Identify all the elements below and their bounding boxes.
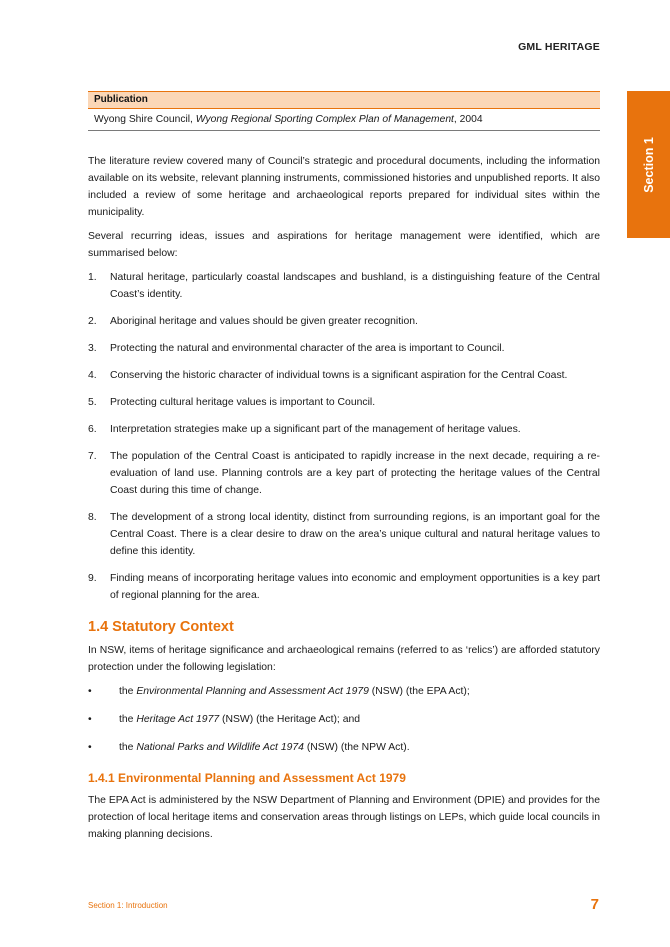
epa-act-heading: 1.4.1 Environmental Planning and Assessment Act 1979 (88, 771, 406, 785)
legislation-act-title: National Parks and Wildlife Act 1974 (136, 742, 304, 753)
finding-number: 2. (88, 316, 97, 327)
finding-item (88, 394, 600, 411)
publication-year: , 2004 (453, 114, 483, 125)
bullet-icon: • (88, 686, 92, 697)
finding-number: 3. (88, 343, 97, 354)
footer-page-number: 7 (590, 896, 599, 913)
finding-text: Natural heritage, particularly coastal landscapes and bushland, is a distinguishing feature of the Central Coast’s identity. (110, 272, 600, 300)
publication-table-row (88, 109, 600, 131)
finding-text: Interpretation strategies make up a significant part of the management of heritage values. (110, 424, 521, 435)
publication-table (88, 91, 600, 131)
bullet-icon: • (88, 742, 92, 753)
legislation-prefix: the (119, 742, 137, 753)
findings-list (88, 269, 600, 604)
publication-title: Wyong Regional Sporting Complex Plan of Management (195, 114, 454, 125)
finding-text: Finding means of incorporating heritage values into economic and employment opportunities is a key part of regional planning for the area. (110, 573, 600, 601)
finding-text: Protecting the natural and environmental character of the area is important to Council. (110, 343, 505, 354)
finding-item (88, 269, 600, 303)
finding-number: 9. (88, 573, 97, 584)
finding-item (88, 448, 600, 499)
finding-item (88, 570, 600, 604)
epa-act-paragraph: The EPA Act is administered by the NSW Department of Planning and Environment (DPIE) and provides for the protection of local heritage items and conservation areas through listings on LEPs, which guide local councils in making planning decisions. (88, 795, 600, 840)
publication-author: Wyong Shire Council, (94, 114, 196, 125)
finding-item (88, 367, 600, 384)
finding-number: 1. (88, 272, 97, 283)
statutory-intro: In NSW, items of heritage significance and archaeological remains (referred to as ‘relics’) are afforded statutory protection under the following legislation: (88, 645, 600, 673)
finding-text: The population of the Central Coast is anticipated to rapidly increase in the next decade, requiring a re-evaluation of land use. Planning controls are a key part of protecting the heritage values of the Central Coast during this time of change. (110, 451, 600, 496)
finding-item (88, 313, 600, 330)
legislation-list (88, 683, 600, 756)
legislation-suffix: (NSW) (the NPW Act). (303, 742, 410, 753)
finding-item (88, 509, 600, 560)
legislation-item (88, 739, 600, 756)
finding-item (88, 421, 600, 438)
footer-section-label: Section 1: Introduction (88, 901, 168, 910)
finding-text: Conserving the historic character of individual towns is a significant aspiration for the Central Coast. (110, 370, 568, 381)
legislation-item (88, 683, 600, 700)
finding-number: 8. (88, 512, 97, 523)
section-side-tab (627, 91, 670, 238)
finding-text: Aboriginal heritage and values should be given greater recognition. (110, 316, 418, 327)
finding-number: 7. (88, 451, 97, 462)
finding-number: 5. (88, 397, 97, 408)
legislation-suffix: (NSW) (the Heritage Act); and (219, 714, 361, 725)
finding-item (88, 340, 600, 357)
finding-text: Protecting cultural heritage values is important to Council. (110, 397, 376, 408)
finding-number: 4. (88, 370, 97, 381)
header-brand: GML HERITAGE (518, 41, 600, 53)
legislation-prefix: the (119, 686, 137, 697)
statutory-context-heading: 1.4 Statutory Context (88, 619, 234, 635)
bullet-icon: • (88, 714, 92, 725)
publication-table-heading: Publication (88, 91, 600, 109)
legislation-prefix: the (119, 714, 137, 725)
legislation-act-title: Heritage Act 1977 (136, 714, 220, 725)
legislation-item (88, 711, 600, 728)
main-content (88, 153, 600, 850)
section-side-tab-label: Section 1 (641, 136, 656, 193)
finding-text: The development of a strong local identity, distinct from surrounding regions, is an important goal for the Central Coast. There is a clear desire to draw on the area’s unique cultural and natural heritage values to define this identity. (110, 512, 600, 557)
intro-paragraph-1: The literature review covered many of Council’s strategic and procedural documents, including the information available on its website, relevant planning instruments, commissioned histories and unpublished reports. It also included a review of some heritage and archaeological reports prepared for individual sites within the municipality. (88, 156, 600, 218)
legislation-suffix: (NSW) (the EPA Act); (368, 686, 470, 697)
finding-number: 6. (88, 424, 97, 435)
intro-paragraph-2: Several recurring ideas, issues and aspirations for heritage management were identified, which are summarised below: (88, 231, 600, 259)
legislation-act-title: Environmental Planning and Assessment Act 1979 (136, 686, 369, 697)
